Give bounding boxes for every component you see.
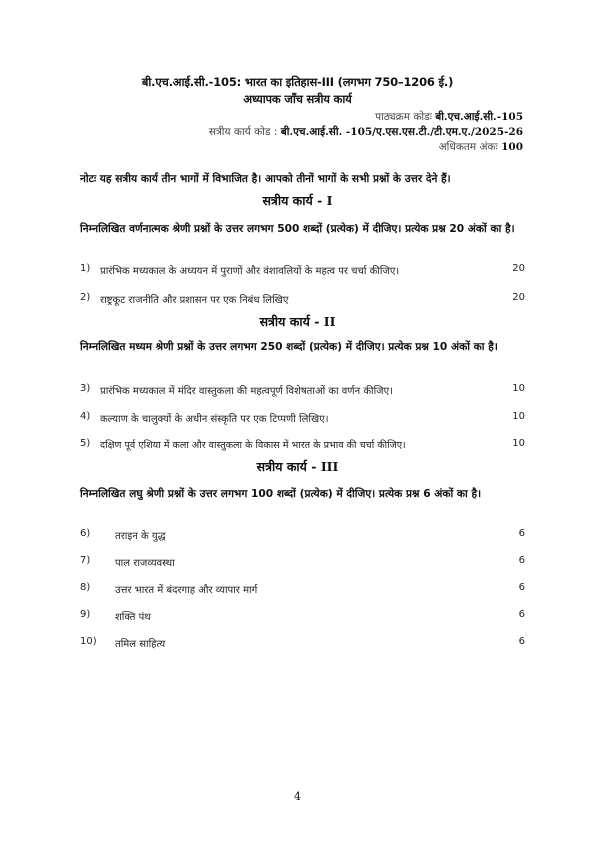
question-number: 4) <box>80 411 91 422</box>
question-number: 9) <box>80 609 91 620</box>
question-marks: 10 <box>512 411 525 422</box>
section-heading-1 <box>0 192 595 209</box>
question-item <box>80 582 525 596</box>
question-number: 10) <box>80 636 97 647</box>
question-marks: 10 <box>512 438 525 449</box>
section-roman-numeral: III <box>320 459 339 474</box>
question-item <box>80 528 525 542</box>
question-number: 1) <box>80 263 91 274</box>
page-number: 4 <box>294 790 301 803</box>
question-text: पाल राजव्यवस्था <box>115 558 175 569</box>
assignment-code-line <box>209 125 523 139</box>
question-marks: 10 <box>512 383 525 394</box>
course-title: बी.एच.आई.सी.-105: भारत का इतिहास-III (लगभग 750–1206 ई.) <box>141 75 454 89</box>
max-marks-label: अधिकतम अंकः <box>438 141 498 153</box>
question-item <box>80 438 525 452</box>
question-marks: 6 <box>518 636 525 647</box>
question-text: तमिल साहित्य <box>115 639 166 650</box>
question-item <box>80 411 525 425</box>
course-code-value: बी.एच.आई.सी.-105 <box>435 111 523 123</box>
section-2-instruction: निम्नलिखित मध्यम श्रेणी प्रश्नों के उत्तर लगभग 250 शब्दों (प्रत्येक) में दीजिए। प्रत्येक प्रश्न 10 अंकों का है। <box>80 341 498 353</box>
question-item <box>80 636 525 650</box>
course-code-label: पाठ्यक्रम कोडः <box>375 111 432 123</box>
question-number: 8) <box>80 582 91 593</box>
question-text: उत्तर भारत में बंदरगाह और व्यापार मार्ग <box>115 585 258 596</box>
max-marks-value: 100 <box>501 141 523 153</box>
section-3-instruction: निम्नलिखित लघु श्रेणी प्रश्नों के उत्तर लगभग 100 शब्दों (प्रत्येक) में दीजिए। प्रत्येक प्रश्न 6 अंकों का है। <box>80 488 482 500</box>
section-roman-numeral: II <box>323 314 336 329</box>
section-heading-label: सत्रीय कार्य - <box>256 459 321 474</box>
section-heading-label: सत्रीय कार्य - <box>262 193 327 208</box>
question-marks: 6 <box>518 582 525 593</box>
assignment-subtitle: अध्यापक जाँच सत्रीय कार्य <box>243 92 352 106</box>
course-code-line <box>375 110 523 124</box>
general-note: नोटः यह सत्रीय कार्य तीन भागों में विभाजित है। आपको तीनों भागों के सभी प्रश्नों के उत्तर देने हैं। <box>80 173 451 185</box>
question-item <box>80 292 525 306</box>
question-item <box>80 609 525 623</box>
question-item <box>80 263 525 277</box>
assignment-code-value: बी.एच.आई.सी. -105/ए.एस.एस.टी./टी.एम.ए./2025-26 <box>280 126 523 138</box>
max-marks-line <box>439 140 523 154</box>
question-text: तराइन के युद्ध <box>115 531 166 542</box>
question-marks: 20 <box>512 263 525 274</box>
question-number: 6) <box>80 528 91 539</box>
question-item <box>80 383 525 397</box>
question-text: राष्ट्रकूट राजनीति और प्रशासन पर एक निबंध लिखिए <box>100 295 289 306</box>
question-number: 5) <box>80 438 91 449</box>
question-marks: 6 <box>518 609 525 620</box>
section-heading-2 <box>0 313 595 330</box>
question-text: प्रारंभिक मध्यकाल में मंदिर वास्तुकला की महत्वपूर्ण विशेषताओं का वर्णन कीजिए। <box>100 386 393 397</box>
section-roman-numeral: I <box>326 193 333 208</box>
question-number: 7) <box>80 555 91 566</box>
section-heading-3 <box>0 458 595 475</box>
question-number: 2) <box>80 292 91 303</box>
question-text: कल्याण के चालुक्यों के अधीन संस्कृति पर एक टिप्पणी लिखिए। <box>100 414 329 425</box>
section-heading-label: सत्रीय कार्य - <box>259 314 324 329</box>
question-text: दक्षिण पूर्व एशिया में कला और वास्तुकला के विकास में भारत के प्रभाव की चर्चा कीजिए। <box>100 440 406 451</box>
question-marks: 6 <box>518 555 525 566</box>
question-marks: 6 <box>518 528 525 539</box>
question-number: 3) <box>80 383 91 394</box>
section-1-instruction: निम्नलिखित वर्णनात्मक श्रेणी प्रश्नों के उत्तर लगभग 500 शब्दों (प्रत्येक) में दीजिए। प्रत्येक प्रश्न 20 अंकों का है। <box>80 223 515 235</box>
question-text: प्रारंभिक मध्यकाल के अध्ययन में पुराणों और वंशावलियों के महत्व पर चर्चा कीजिए। <box>100 266 400 277</box>
assignment-code-label: सत्रीय कार्य कोड : <box>208 126 278 138</box>
question-text: शक्ति पंथ <box>115 612 151 623</box>
question-item <box>80 555 525 569</box>
question-marks: 20 <box>512 292 525 303</box>
